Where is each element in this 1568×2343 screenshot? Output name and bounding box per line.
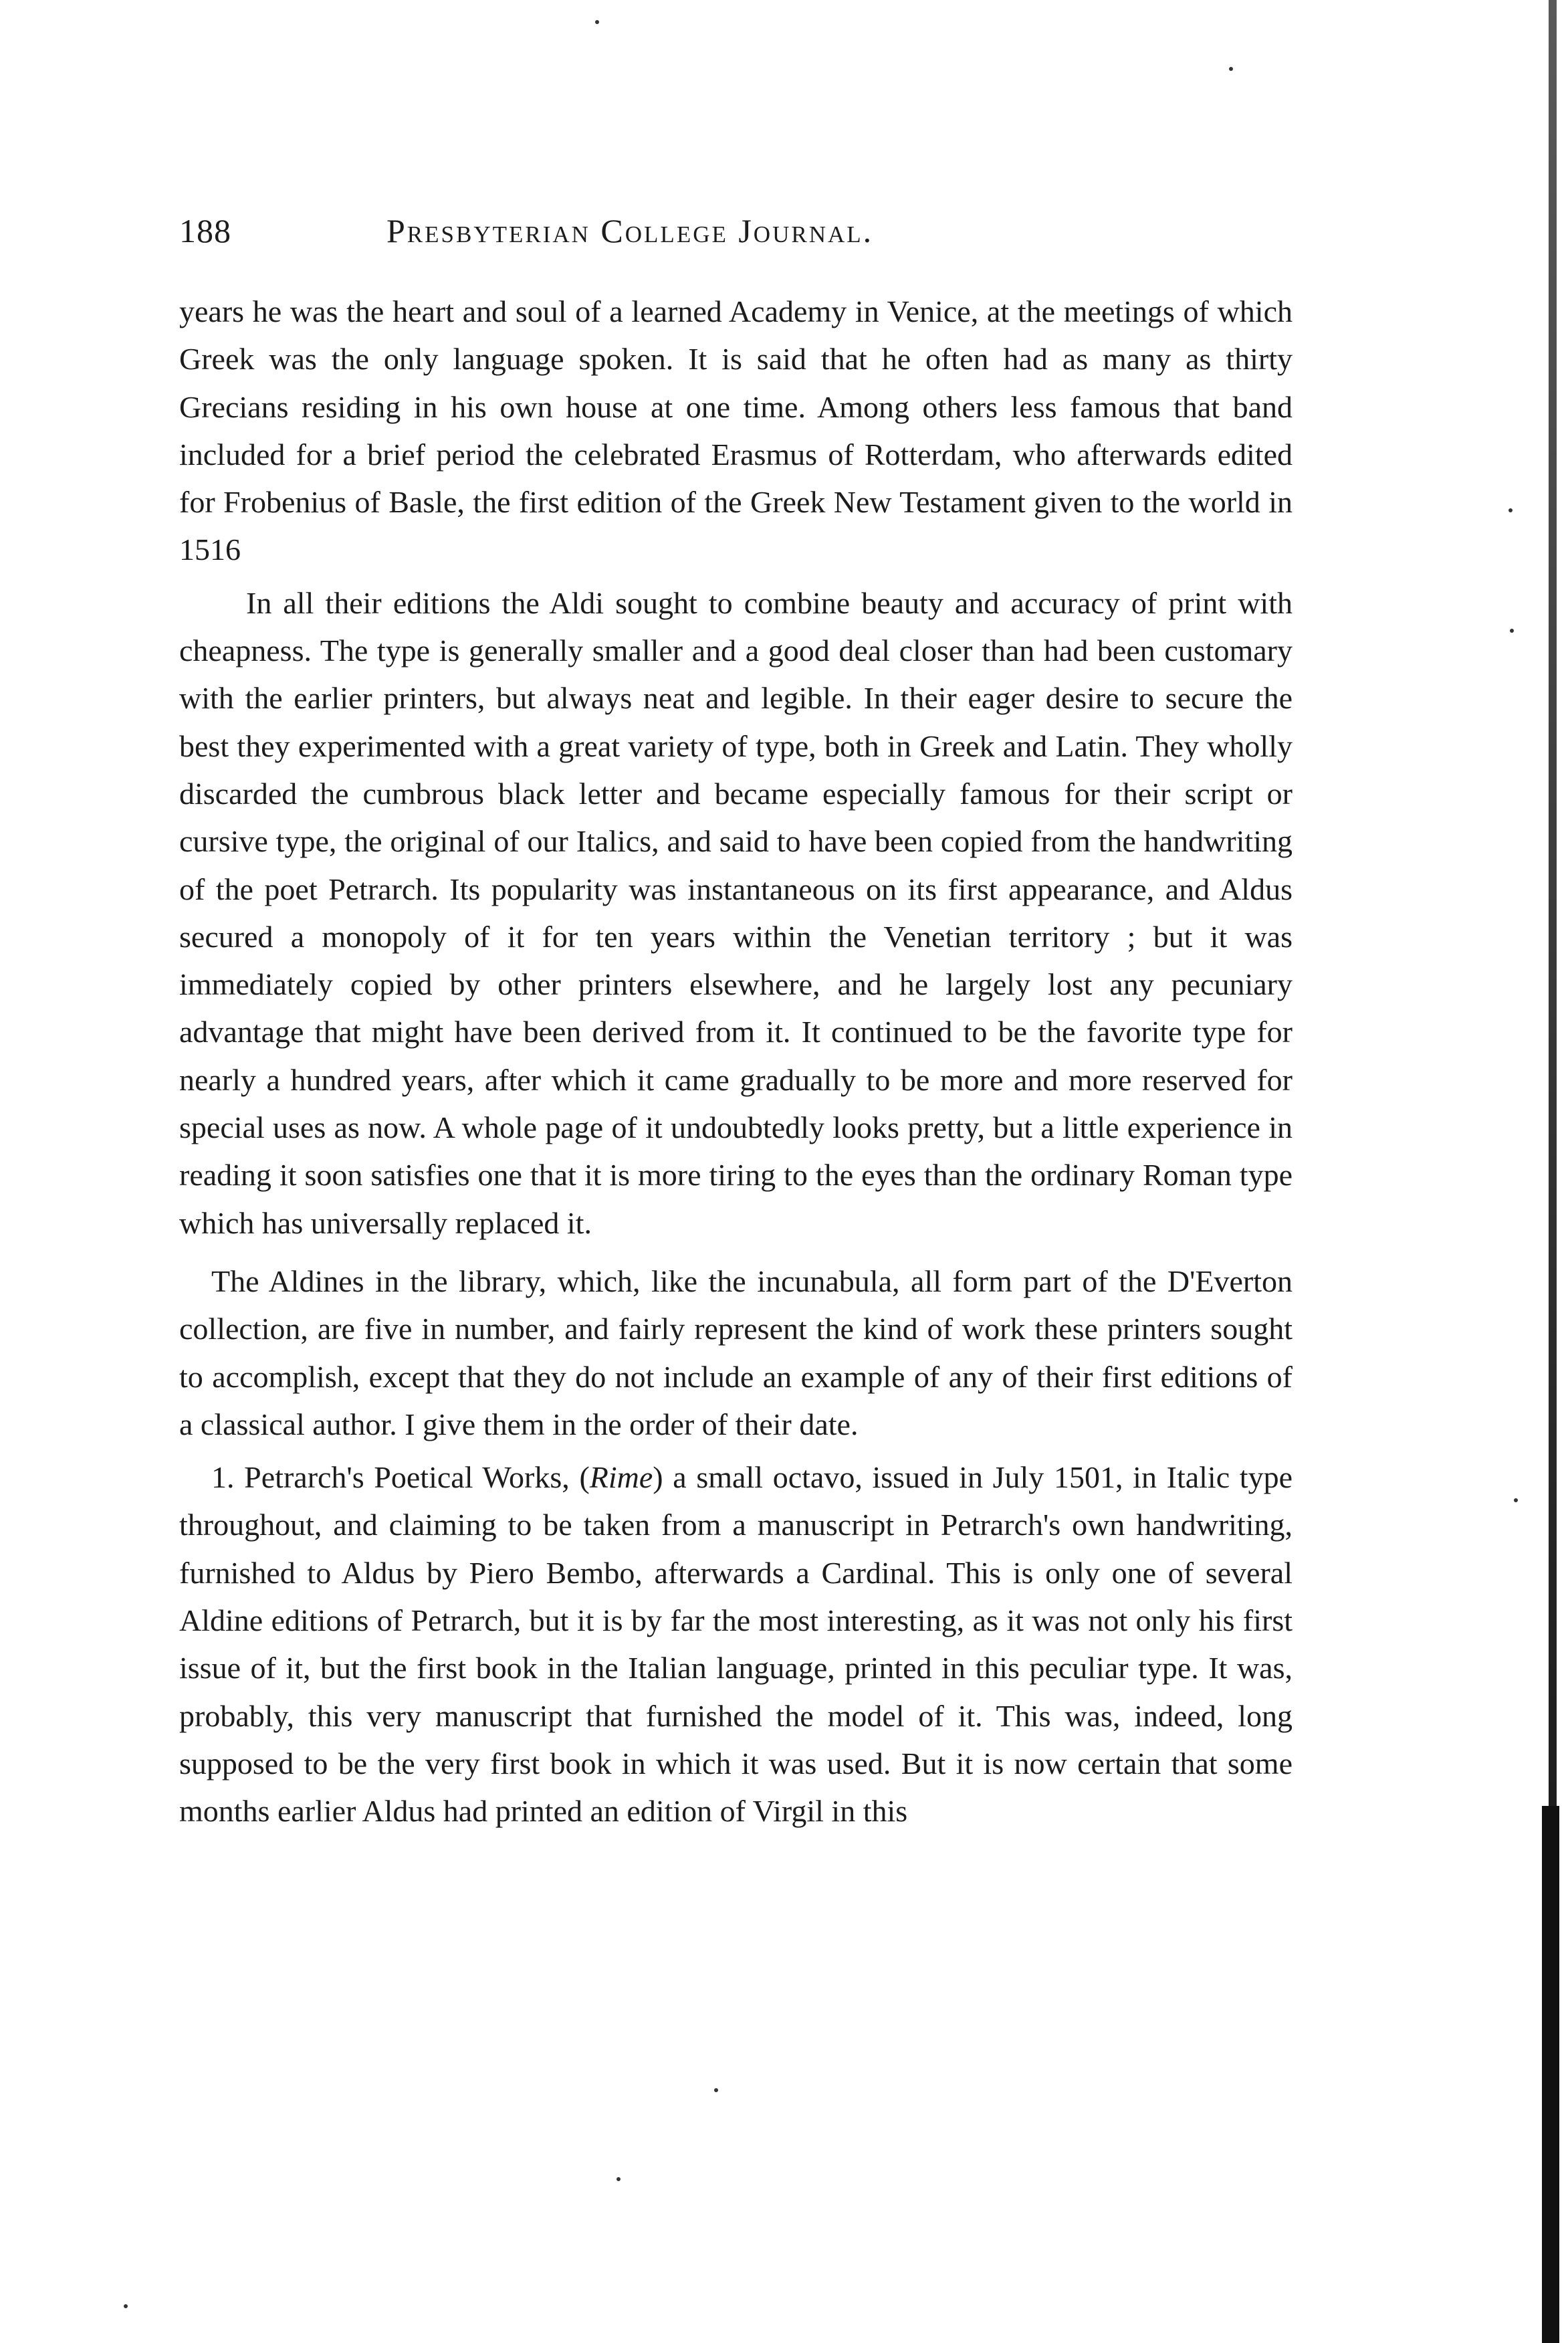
petrarch-rest-text: ) a small octavo, issued in July 1501, in Italic type throughout, and claiming to be taken from a manuscript in Petrarch's own handwriting, furnished to Aldus by Piero Bembo, afterwards a Cardinal. This is only one of several Aldine editions of Petrarch, but it is by far the most interesting, as it was not only his first issue of it, but the first book in the Italian language, printed in this peculiar type. It was, probably, this very manuscript that furnished the model of it. This was, indeed, long supposed to be the very first book in which it was used. But it is now certain that some months earlier Aldus had printed an edition of Virgil in this — [179, 1460, 1293, 1829]
scan-speck — [714, 2088, 718, 2092]
paragraph-aldines-library: The Aldines in the library, which, like the incunabula, all form part of the D'Everton collection, are five in number, and fairly represent the kind of work these printers sought to accomplish, except that they do not include an example of any of their first editions of a classical author. I give them in the order of their date. — [179, 1263, 1293, 1441]
rime-italic: Rime — [589, 1460, 653, 1495]
petrarch-lead-text: 1. Petrarch's Poetical Works, ( — [211, 1460, 590, 1495]
scan-speck — [1514, 1498, 1518, 1502]
page-number: 188 — [179, 212, 231, 249]
paragraph-aldi-editions: In all their editions the Aldi sought to combine beauty and accuracy of print with cheapness. The type is generally smaller and a good deal closer than had been customary with the earlier printers, but always neat and legible. In their eager desire to secure the best they experimented with a great variety of type, both in Greek and Latin. They wholly discarded the cumbrous black letter and became especially famous for their script or cursive type, the original of our Italics, and said to have been copied from the handwriting of the poet Petrarch. Its popularity was instantaneous on its first appearance, and Aldus secured a monopoly of it for ten years within the Venetian territory ; but it was immediately copied by other printers elsewhere, and he largely lost any pecuniary advantage that might have been derived from it. It continued to be the favorite type for nearly a hundred years, after which it came gradually to be more and more reserved for special uses as now. A whole page of it undoubtedly looks pretty, but a little experience in reading it soon satisfies one that it is more tiring to the eyes than the ordinary Roman type which has universally replaced it. — [179, 585, 1293, 1240]
page-edge-shadow-bottom — [1542, 1806, 1559, 2343]
scan-speck — [1229, 67, 1233, 71]
paragraph-continuation: years he was the heart and soul of a learned Academy in Venice, at the meetings of which Greek was the only language spoken. It is said that he often had as many as thirty Grecians residing in his own house at one time. Among others less famous that band included for a brief period the celebrated Erasmus of Rotterdam, who afterwards edited for Frobenius of Basle, the first edition of the Greek New Testament given to the world in 1516 — [179, 294, 1293, 567]
scan-speck — [617, 2177, 621, 2181]
scan-speck — [1510, 629, 1514, 633]
page-header — [179, 201, 1303, 261]
scan-speck — [595, 20, 599, 24]
scan-speck — [124, 2304, 128, 2308]
body-text — [179, 288, 1293, 1835]
running-title: Presbyterian College Journal. — [386, 212, 874, 249]
scan-speck — [1508, 508, 1513, 512]
paragraph-petrarch-works — [179, 1453, 1293, 1835]
